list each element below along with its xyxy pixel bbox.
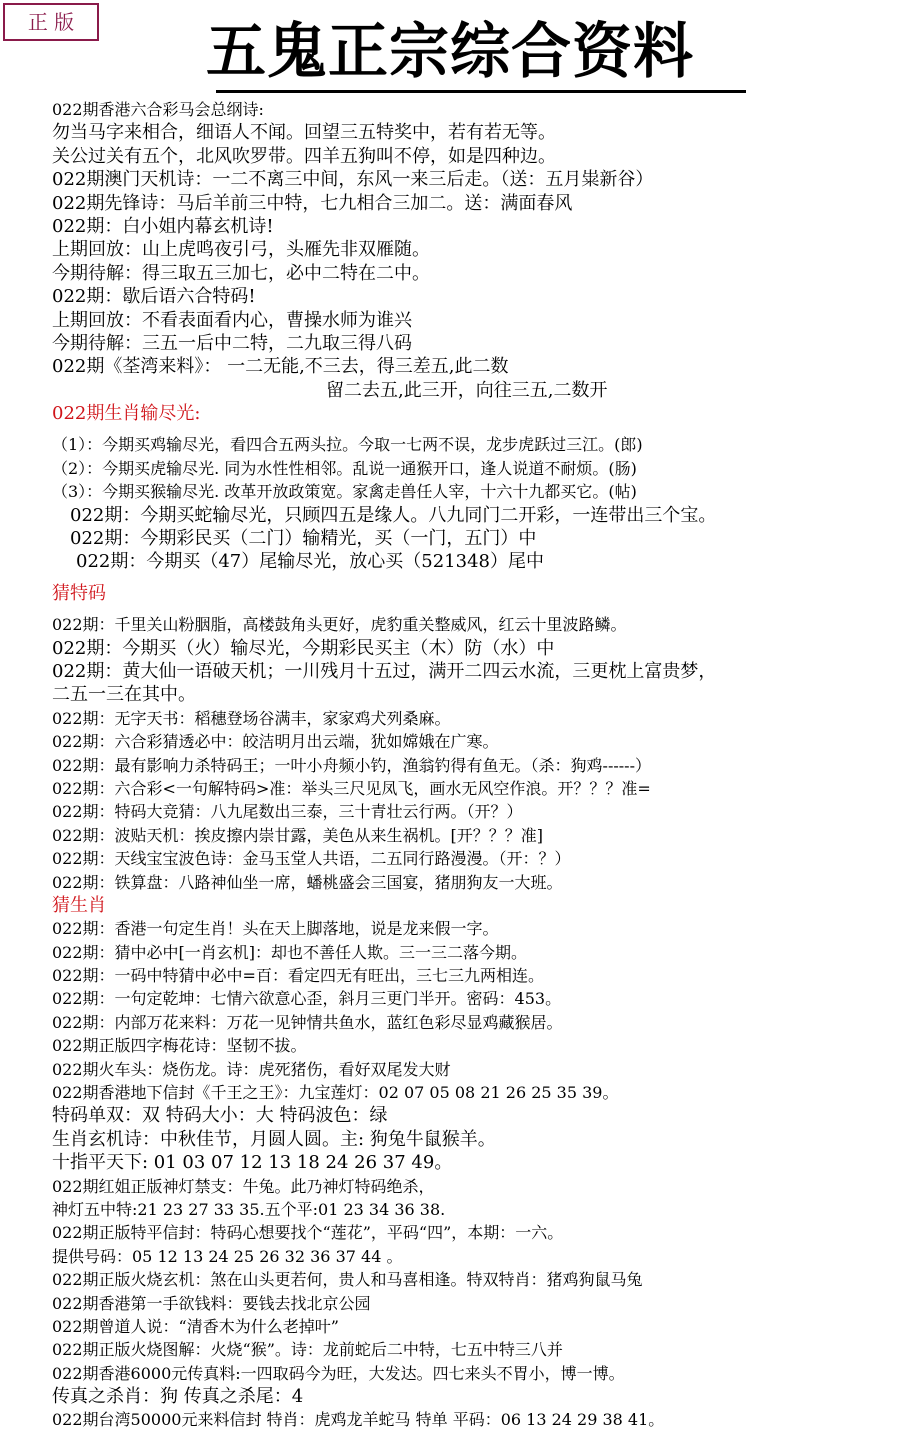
text-line: 022期香港六合彩马会总纲诗: xyxy=(52,100,264,119)
text-line: 022期：无字天书：稻穗登场谷满丰，家家鸡犬列桑麻。 xyxy=(52,708,451,728)
text-line: 今期待解：三五一后中二特，二九取三得八码 xyxy=(52,332,412,354)
text-line: 022期：今期买蛇输尽光，只顾四五是缘人。八九同门二开彩，一连带出三个宝。 xyxy=(70,504,717,526)
text-line: 022期曾道人说：“清香木为什么老掉叶” xyxy=(52,1316,339,1336)
content-body xyxy=(52,98,900,1432)
text-line: 勿当马字来相合，细语人不闻。回望三五特奖中，若有若无等。 xyxy=(52,122,556,144)
text-line: 022期：香港一句定生肖！头在天上脚落地，说是龙来假一字。 xyxy=(52,919,499,939)
text-line: 022期：歇后语六合特码! xyxy=(52,286,256,308)
text-line: 022期正版四字梅花诗：坚韧不拔。 xyxy=(52,1036,307,1056)
text-line: （3）：今期买猴输尽光. 改革开放政策宽。家禽走兽任人宰，十六十九都买它。(帖) xyxy=(52,482,637,502)
text-line: 022期正版特平信封：特码心想要找个“莲花”，平码“四”，本期：一六。 xyxy=(52,1223,564,1243)
text-line: 022期：千里关山粉胭脂，高楼鼓角头更好，虎豹重关整威风，红云十里波路鳞。 xyxy=(52,615,627,635)
text-line: 022期正版火烧玄机：煞在山头更若何，贵人和马喜相逢。特双特肖：猪鸡狗鼠马兔 xyxy=(52,1270,643,1290)
text-line: 022期红姐正版神灯禁支：牛兔。此乃神灯特码绝杀， xyxy=(52,1176,435,1196)
title-underline xyxy=(216,90,746,93)
text-line: 022期正版火烧图解：火烧“猴”。诗：龙前蛇后二中特，七五中特三八并 xyxy=(52,1340,563,1360)
spacer xyxy=(52,425,900,433)
text-line: 二五一三在其中。 xyxy=(52,684,196,706)
text-line: 022期：猜中必中[一肖玄机]：却也不善任人欺。三一三二落今期。 xyxy=(52,942,528,962)
text-line: 关公过关有五个，北风吹罗带。四羊五狗叫不停，如是四种边。 xyxy=(52,145,556,167)
section-heading: 022期生肖输尽光: xyxy=(52,403,201,425)
spacer xyxy=(52,574,900,582)
text-line: 022期：黄大仙一语破天机；一川残月十五过，满开二四云水流，三更枕上富贵梦， xyxy=(52,660,717,682)
text-line: 022期：今期彩民买（二门）输精光，买（一门，五门）中 xyxy=(70,528,537,550)
text-line: 特码单双：双 特码大小：大 特码波色：绿 xyxy=(52,1105,388,1127)
text-line: 传真之杀肖：狗 传真之杀尾：4 xyxy=(52,1386,304,1408)
text-line: 022期：波贴天机：挨皮擦内崇甘露，美色从来生祸机。[开？？？准] xyxy=(52,825,544,845)
page-title: 五鬼正宗综合资料 xyxy=(206,17,694,87)
text-line: 上期回放：不看表面看内心，曹操水师为谁兴 xyxy=(52,309,412,331)
text-line: 提供号码：05 12 13 24 25 26 32 36 37 44 。 xyxy=(52,1246,403,1266)
text-line: 今期待解：得三取五三加七，必中二特在二中。 xyxy=(52,262,430,284)
text-line: 022期：今期买（火）输尽光，今期彩民买主（木）防（水）中 xyxy=(52,637,555,659)
text-line: （1）：今期买鸡输尽光，看四合五两头拉。今取一七两不误，龙步虎跃过三江。(郎) xyxy=(52,435,643,455)
text-line: 022期香港6000元传真料:一四取码今为旺，大发达。四七来头不胃小，博一博。 xyxy=(52,1363,625,1383)
text-line: 022期：白小姐内幕玄机诗! xyxy=(52,215,274,237)
text-line: 022期香港第一手欲钱料：要钱去找北京公园 xyxy=(52,1293,371,1313)
section-heading: 猜生肖 xyxy=(52,894,106,916)
text-line: 022期：内部万花来料：万花一见钟情共鱼水，蓝红色彩尽显鸡藏猴居。 xyxy=(52,1012,563,1032)
text-line: 022期台湾50000元来料信封 特肖：虎鸡龙羊蛇马 特单 平码：06 13 24 29 38 41。 xyxy=(52,1410,665,1430)
text-line: 022期：六合彩<一句解特码>准：举头三尺见凤飞，画水无风空作浪。开？？？准= xyxy=(52,778,651,798)
text-line: 上期回放：山上虎鸣夜引弓，头雁先非双雁随。 xyxy=(52,239,430,261)
section-heading: 猜特码 xyxy=(52,582,106,604)
text-line: 神灯五中特:21 23 27 33 35.五个平:01 23 34 36 38. xyxy=(52,1199,446,1219)
text-line: 022期香港地下信封《千王之王》：九宝莲灯：02 07 05 08 21 26 25 35 39。 xyxy=(52,1083,619,1103)
text-line: （2）：今期买虎输尽光. 同为水性性相邻。乱说一通猴开口，逢人说道不耐烦。(肠) xyxy=(52,458,637,478)
spacer xyxy=(52,605,900,613)
text-line: 022期：六合彩猜透必中：皎洁明月出云端，犹如嫦娥在广寒。 xyxy=(52,732,499,752)
text-line: 022期《荃湾来料》： 一二无能,不三去，得三差五,此二数 xyxy=(52,356,509,378)
edition-badge: 正 版 xyxy=(3,3,99,41)
text-line: 生肖玄机诗：中秋佳节，月圆人圆。主: 狗兔牛鼠猴羊。 xyxy=(52,1128,496,1150)
text-line: 022期：铁算盘：八路神仙坐一席，蟠桃盛会三国宴，猪朋狗友一大班。 xyxy=(52,872,563,892)
text-line: 022期：特码大竞猜：八九尾数出三泰，三十青壮云行两。（开？） xyxy=(52,802,523,822)
text-line: 022期先锋诗：马后羊前三中特，七九相合三加二。送：满面春风 xyxy=(52,192,573,214)
text-line: 022期：一码中特猜中必中=百：看定四无有旺出，三七三九两相连。 xyxy=(52,966,544,986)
text-line: 十指平天下: 01 03 07 12 13 18 24 26 37 49。 xyxy=(52,1152,453,1174)
text-line: 022期：一句定乾坤：七情六欲意心歪，斜月三更门半开。密码：453。 xyxy=(52,989,562,1009)
text-line: 留二去五,此三开，向往三五,二数开 xyxy=(326,379,608,401)
text-line: 022期澳门天机诗：一二不离三中间，东风一来三后走。（送：五月粜新谷） xyxy=(52,169,654,191)
text-line: 022期火车头：烧伤龙。诗：虎死猪伤，看好双尾发大财 xyxy=(52,1059,451,1079)
text-line: 022期：今期买（47）尾输尽光，放心买（521348）尾中 xyxy=(76,551,544,573)
text-line: 022期：天线宝宝波色诗：金马玉堂人共语，二五同行路漫漫。（开：？） xyxy=(52,849,571,869)
text-line: 022期：最有影响力杀特码王；一叶小舟频小钓，渔翁钓得有鱼无。（杀：狗鸡------） xyxy=(52,755,651,775)
